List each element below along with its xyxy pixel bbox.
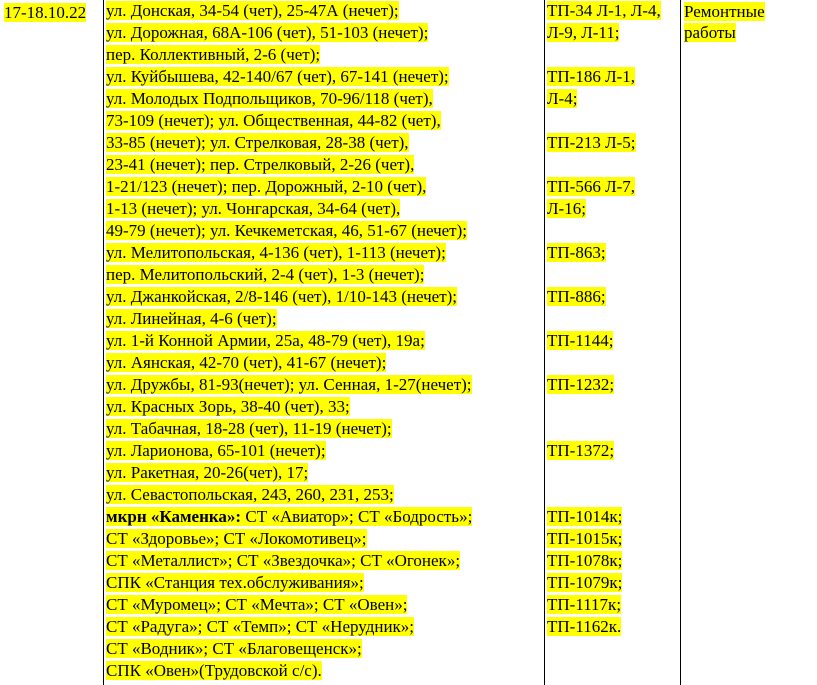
street-line-row xyxy=(106,0,472,22)
substation-line-row xyxy=(547,352,661,374)
street-line-row xyxy=(106,132,472,154)
substation-line-row xyxy=(547,44,661,66)
street-line: ул. Ракетная, 20-26(чет), 17; xyxy=(106,463,309,482)
kamenka-row xyxy=(106,506,472,528)
substation-line: ТП-1117к; xyxy=(547,595,622,614)
substation-line: ТП-1372; xyxy=(547,441,615,460)
street-line: пер. Мелитопольский, 2-4 (чет), 1-3 (нечет); xyxy=(106,265,425,284)
street-line-row xyxy=(106,242,472,264)
substation-line-row xyxy=(547,242,661,264)
substation-line-row xyxy=(547,418,661,440)
substation-line-row xyxy=(547,0,661,22)
date-text: 17-18.10.22 xyxy=(4,3,87,22)
street-line-row xyxy=(106,154,472,176)
street-line: ул. Севастопольская, 243, 260, 231, 253; xyxy=(106,485,394,504)
street-line: ул. Донская, 34-54 (чет), 25-47А (нечет); xyxy=(106,1,399,20)
street-line: пер. Коллективный, 2-6 (чет); xyxy=(106,45,321,64)
substation-line: Л-16; xyxy=(547,199,586,218)
substation-line: ТП-1162к. xyxy=(547,617,622,636)
society-line: СТ «Водник»; СТ «Благовещенск»; xyxy=(106,639,362,658)
street-line-row xyxy=(106,440,472,462)
substation-line: ТП-1232; xyxy=(547,375,615,394)
street-line: ул. Мелитопольская, 4-136 (чет), 1-113 (нечет); xyxy=(106,243,446,262)
substation-line: ТП-1015к; xyxy=(547,529,623,548)
substation-line-row xyxy=(547,572,661,594)
society-line-row xyxy=(106,572,472,594)
society-line: СПК «Станция тех.обслуживания»; xyxy=(106,573,364,592)
street-line-row xyxy=(106,88,472,110)
substation-line-row xyxy=(547,88,661,110)
society-line-row xyxy=(106,528,472,550)
substation-line: Л-4; xyxy=(547,89,578,108)
substation-line-row xyxy=(547,374,661,396)
street-line-row xyxy=(106,418,472,440)
substations-cell xyxy=(547,0,661,638)
street-line: 49-79 (нечет); ул. Кечкеметская, 46, 51-67 (нечет); xyxy=(106,221,467,240)
street-line-row xyxy=(106,264,472,286)
table-border-left xyxy=(103,0,104,685)
substation-line-row xyxy=(547,286,661,308)
substation-line: ТП-886; xyxy=(547,287,606,306)
street-line: 1-21/123 (нечет); пер. Дорожный, 2-10 (чет), xyxy=(106,177,427,196)
table-border-mid xyxy=(544,0,545,685)
street-line: ул. 1-й Конной Армии, 25а, 48-79 (чет), 19а; xyxy=(106,331,425,350)
work-type-cell xyxy=(684,1,765,43)
street-line: ул. Красных Зорь, 38-40 (чет), 33; xyxy=(106,397,350,416)
street-line: 73-109 (нечет); ул. Общественная, 44-82 (чет), xyxy=(106,111,441,130)
street-line: ул. Линейная, 4-6 (чет); xyxy=(106,309,277,328)
society-line: СТ «Муромец»; СТ «Мечта»; СТ «Овен»; xyxy=(106,595,408,614)
substation-line-row xyxy=(547,484,661,506)
street-line-row xyxy=(106,198,472,220)
society-line: СТ «Радуга»; СТ «Темп»; СТ «Нерудник»; xyxy=(106,617,415,636)
street-line-row xyxy=(106,484,472,506)
substation-line-row xyxy=(547,440,661,462)
society-line: СТ «Металлист»; СТ «Звездочка»; СТ «Огонек»; xyxy=(106,551,461,570)
date-cell xyxy=(4,2,86,24)
kamenka-label: мкрн «Каменка»: xyxy=(106,507,242,526)
street-line: ул. Джанкойская, 2/8-146 (чет), 1/10-143 (нечет); xyxy=(106,287,458,306)
street-line-row xyxy=(106,66,472,88)
substation-line-row xyxy=(547,616,661,638)
street-line: ул. Молодых Подпольщиков, 70-96/118 (чет), xyxy=(106,89,433,108)
street-line-row xyxy=(106,308,472,330)
street-line: ул. Табачная, 18-28 (чет), 11-19 (нечет); xyxy=(106,419,392,438)
substation-line-row xyxy=(547,66,661,88)
work-type-line-1: Ремонтные xyxy=(684,2,765,21)
substation-line-row xyxy=(547,110,661,132)
street-line-row xyxy=(106,330,472,352)
substation-line: ТП-566 Л-7, xyxy=(547,177,636,196)
substation-line-row xyxy=(547,396,661,418)
substation-line: Л-9, Л-11; xyxy=(547,23,620,42)
substation-line-row xyxy=(547,330,661,352)
substation-line-row xyxy=(547,220,661,242)
substation-line-row xyxy=(547,176,661,198)
street-line: ул. Ларионова, 65-101 (нечет); xyxy=(106,441,326,460)
street-line: ул. Дорожная, 68А-106 (чет), 51-103 (нечет); xyxy=(106,23,429,42)
kamenka-line xyxy=(106,507,472,526)
street-line: ул. Дружбы, 81-93(нечет); ул. Сенная, 1-27(нечет); xyxy=(106,375,472,394)
street-line-row xyxy=(106,286,472,308)
substation-line: ТП-1079к; xyxy=(547,573,623,592)
street-line-row xyxy=(106,176,472,198)
street-line: ул. Аянская, 42-70 (чет), 41-67 (нечет); xyxy=(106,353,387,372)
street-line-row xyxy=(106,374,472,396)
kamenka-societies: СТ «Авиатор»; СТ «Бодрость»; xyxy=(241,507,473,526)
street-line: ул. Куйбышева, 42-140/67 (чет), 67-141 (нечет); xyxy=(106,67,449,86)
table-border-right xyxy=(680,0,681,685)
street-line-row xyxy=(106,44,472,66)
society-line-row xyxy=(106,550,472,572)
streets-cell xyxy=(106,0,472,682)
street-line: 33-85 (нечет); ул. Стрелковая, 28-38 (чет), xyxy=(106,133,409,152)
society-line-row xyxy=(106,660,472,682)
substation-line: ТП-1078к; xyxy=(547,551,623,570)
society-line: СТ «Здоровье»; СТ «Локомотивец»; xyxy=(106,529,367,548)
society-line-row xyxy=(106,616,472,638)
street-line-row xyxy=(106,22,472,44)
substation-line-row xyxy=(547,594,661,616)
street-line-row xyxy=(106,462,472,484)
street-line: 23-41 (нечет); пер. Стрелковый, 2-26 (чет), xyxy=(106,155,415,174)
substation-line-row xyxy=(547,550,661,572)
substation-line-row xyxy=(547,132,661,154)
substation-line-row xyxy=(547,528,661,550)
substation-line: ТП-863; xyxy=(547,243,606,262)
substation-line-row xyxy=(547,462,661,484)
substation-line: ТП-1014к; xyxy=(547,507,623,526)
substation-line-row xyxy=(547,22,661,44)
substation-line-row xyxy=(547,198,661,220)
street-line-row xyxy=(106,352,472,374)
substation-line-row xyxy=(547,154,661,176)
society-line-row xyxy=(106,594,472,616)
substation-line: ТП-1144; xyxy=(547,331,614,350)
substation-line-row xyxy=(547,308,661,330)
society-line-row xyxy=(106,638,472,660)
substation-line-row xyxy=(547,264,661,286)
substation-line-row xyxy=(547,506,661,528)
substation-line: ТП-34 Л-1, Л-4, xyxy=(547,1,661,20)
substation-line: ТП-213 Л-5; xyxy=(547,133,636,152)
street-line-row xyxy=(106,110,472,132)
street-line-row xyxy=(106,396,472,418)
street-line: 1-13 (нечет); ул. Чонгарская, 34-64 (чет), xyxy=(106,199,401,218)
work-type-line-2: работы xyxy=(684,23,736,42)
substation-line: ТП-186 Л-1, xyxy=(547,67,636,86)
society-line: СПК «Овен»(Трудовской с/с). xyxy=(106,661,322,680)
street-line-row xyxy=(106,220,472,242)
